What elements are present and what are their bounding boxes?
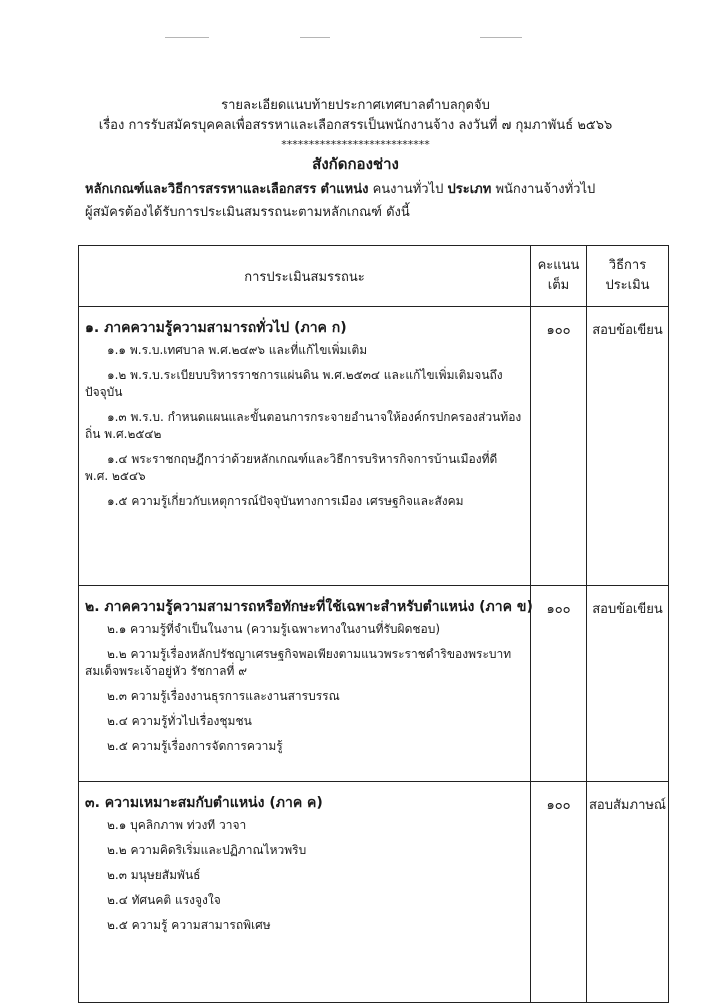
- score-cell: ๑๐๐: [531, 307, 587, 586]
- list-item: ๑.๑ พ.ร.บ.เทศบาล พ.ศ.๒๔๙๖ และที่แก้ไขเพิ่มเติม: [107, 343, 368, 357]
- scan-artifact-mark: [165, 37, 209, 38]
- table-row: [79, 782, 669, 1003]
- list-item: ๑.๕ ความรู้เกี่ยวกับเหตุการณ์ปัจจุบันทางการเมือง เศรษฐกิจและสังคม: [107, 494, 464, 508]
- header-score-line1: คะแนน: [537, 258, 580, 273]
- table-row: [79, 307, 669, 586]
- type-label: ประเภท: [447, 182, 492, 197]
- list-item: ๒.๒ ความคิดริเริ่มและปฏิภาณไหวพริบ: [107, 843, 307, 857]
- header-method: [587, 246, 669, 307]
- criteria-line: [85, 181, 595, 198]
- list-item: ๒.๔ ทัศนคติ แรงจูงใจ: [107, 893, 221, 907]
- method-cell: สอบสัมภาษณ์: [587, 782, 669, 1003]
- intro-text: ผู้สมัครต้องได้รับการประเมินสมรรถนะตามหลักเกณฑ์ ดังนี้: [85, 205, 410, 220]
- list-item: ๒.๒ ความรู้เรื่องหลักปรัชญาเศรษฐกิจพอเพียงตามแนวพระราชดำริของพระบาทสมเด็จพระเจ้าอยู่หัว รัชกาลที่ ๙: [85, 647, 512, 678]
- part-cell: [79, 307, 531, 586]
- header-method-line1: วิธีการ: [608, 258, 647, 273]
- announcement-subject: เรื่อง การรับสมัครบุคคลเพื่อสรรหาและเลือกสรรเป็นพนักงานจ้าง ลงวันที่ ๗ กุมภาพันธ์ ๒๕๖๖: [98, 118, 613, 133]
- part-cell: [79, 586, 531, 782]
- department-heading: สังกัดกองช่าง: [312, 155, 399, 173]
- list-item: ๒.๑ บุคลิกภาพ ท่วงที วาจา: [107, 818, 247, 832]
- part-cell: [79, 782, 531, 1003]
- list-item: ๒.๔ ความรู้ทั่วไปเรื่องชุมชน: [107, 714, 252, 728]
- table-row: [79, 586, 669, 782]
- position-label: ตำแหน่ง: [320, 182, 369, 197]
- announcement-title: รายละเอียดแนบท้ายประกาศเทศบาลตำบลกุดจับ: [221, 98, 490, 113]
- header-score-line2: เต็ม: [547, 278, 570, 293]
- header-method-line2: ประเมิน: [605, 278, 650, 293]
- list-item: ๒.๑ ความรู้ที่จำเป็นในงาน (ความรู้เฉพาะทางในงานที่รับผิดชอบ): [107, 622, 441, 636]
- list-item: ๒.๕ ความรู้ ความสามารถพิเศษ: [107, 918, 271, 932]
- scan-artifact-mark: [480, 37, 522, 38]
- score-cell: ๑๐๐: [531, 586, 587, 782]
- position-value: คนงานทั่วไป: [372, 182, 444, 197]
- scan-artifact-mark: [300, 37, 330, 38]
- assessment-table: [78, 245, 669, 1003]
- list-item: ๑.๒ พ.ร.บ.ระเบียบบริหารราชการแผ่นดิน พ.ศ.๒๕๓๔ และแก้ไขเพิ่มเติมจนถึงปัจจุบัน: [85, 368, 503, 399]
- part-title: ๓. ความเหมาะสมกับตำแหน่ง (ภาค ค): [85, 795, 323, 811]
- table-header-row: [79, 246, 669, 307]
- list-item: ๑.๔ พระราชกฤษฎีกาว่าด้วยหลักเกณฑ์และวิธีการบริหารกิจการบ้านเมืองที่ดี พ.ศ. ๒๕๔๖: [85, 452, 498, 483]
- list-item: ๒.๕ ความรู้เรื่องการจัดการความรู้: [107, 739, 283, 753]
- list-item: ๒.๓ มนุษยสัมพันธ์: [107, 868, 201, 882]
- score-cell: ๑๐๐: [531, 782, 587, 1003]
- header-full-score: [531, 246, 587, 307]
- part-title: ๑. ภาคความรู้ความสามารถทั่วไป (ภาค ก): [85, 320, 347, 336]
- header-assessment: การประเมินสมรรถนะ: [79, 246, 531, 307]
- part-title: ๒. ภาคความรู้ความสามารถหรือทักษะที่ใช้เฉพาะสำหรับตำแหน่ง (ภาค ข): [85, 599, 533, 615]
- star-separator: ***************************: [281, 138, 430, 151]
- type-value: พนักงานจ้างทั่วไป: [495, 182, 596, 197]
- list-item: ๒.๓ ความรู้เรื่องงานธุรการและงานสารบรรณ: [107, 689, 340, 703]
- method-cell: สอบข้อเขียน: [587, 586, 669, 782]
- criteria-label: หลักเกณฑ์และวิธีการสรรหาและเลือกสรร: [85, 182, 317, 197]
- list-item: ๑.๓ พ.ร.บ. กำหนดแผนและขั้นตอนการกระจายอำนาจให้องค์กรปกครองส่วนท้องถิ่น พ.ศ.๒๕๔๒: [85, 410, 522, 441]
- method-cell: สอบข้อเขียน: [587, 307, 669, 586]
